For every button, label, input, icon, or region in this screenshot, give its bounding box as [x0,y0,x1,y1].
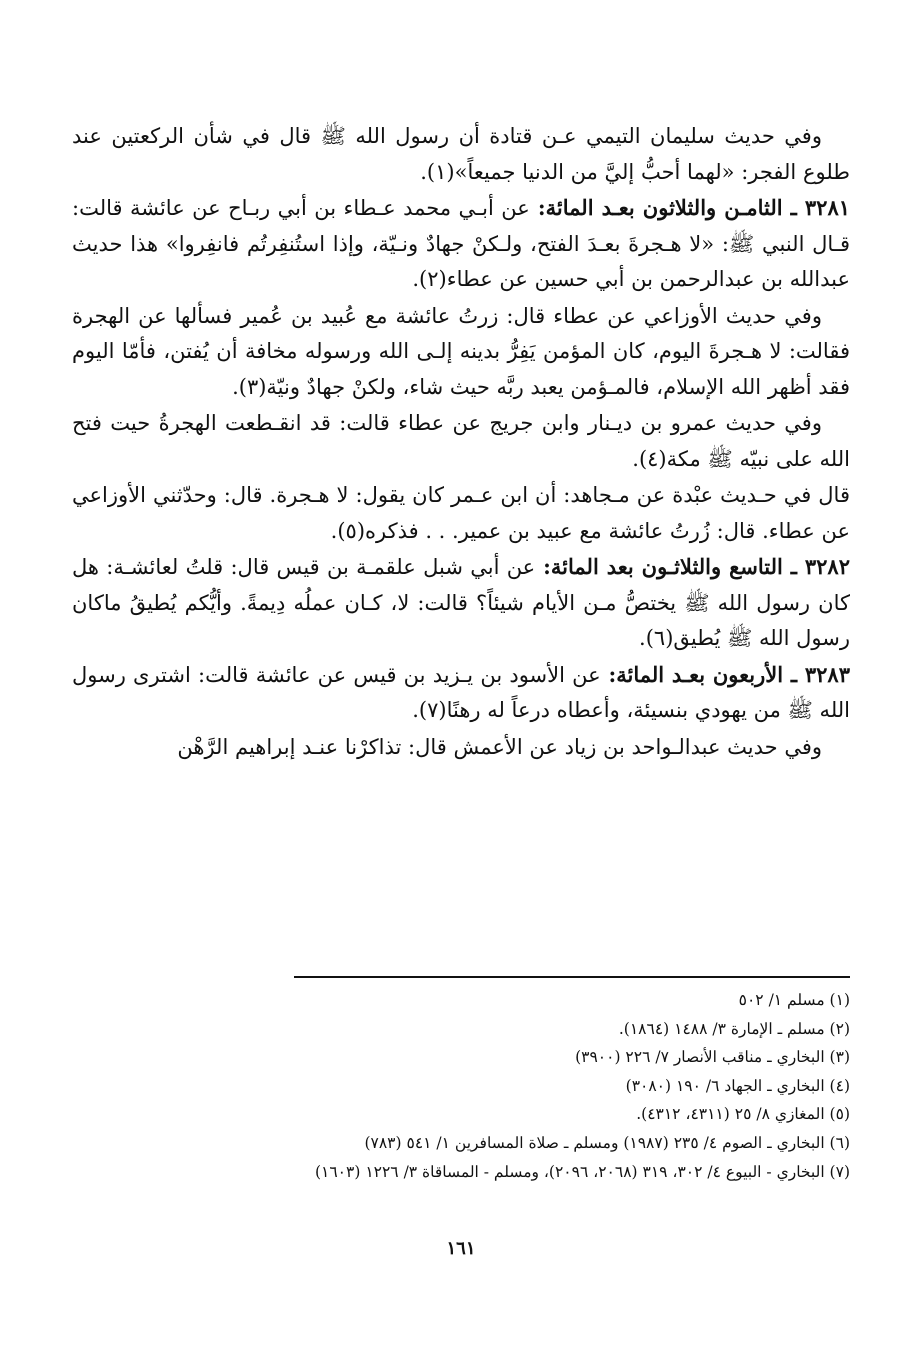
page-number: ١٦١ [446,1238,476,1259]
paragraph [72,657,850,729]
book-page [72,118,850,1318]
paragraph [72,549,850,657]
paragraph [72,190,850,298]
paragraph-text: وفي حديث الأوزاعي عن عطاء قال: زرتُ عائشة مع عُبيد بن عُمير فسألها عن الهجرة فقالت: لا هـجرةَ اليوم، كان المؤمن يَفِرُّ بدينه إلـى الله ورسوله مخافة أن يُفتن، فأمّا اليوم فقد أظهر الله الإسلام، فالمـؤمن يعبد ربَّه حيث شاء، ولكنْ جهادٌ ونيّة(٣). [72,303,850,399]
footnote: (١) مسلم ١/ ٥٠٢ [738,991,850,1009]
footnote: (٥) المغازي ٨/ ٢٥ (٤٣١١، ٤٣١٢). [636,1105,850,1124]
hadith-heading: ٣٢٨١ ـ الثامـن والثلاثون بعـد المائة: [529,195,851,220]
footnote: (٣) البخاري ـ مناقب الأنصار ٧/ ٢٢٦ (٣٩٠٠) [575,1048,850,1067]
footnote: (٤) البخاري ـ الجهاد ٦/ ١٩٠ (٣٠٨٠) [625,1076,850,1095]
footnotes [210,986,850,1186]
hadith-heading: ٣٢٨٢ ـ التاسع والثلاثـون بعد المائة: [535,554,850,579]
paragraph [72,477,850,549]
footnote: (٧) البخاري - البيوع ٤/ ٣٠٢، ٣١٩ (٢٠٦٨، ٢٠٩٦)، ومسلم - المساقاة ٣/ ١٢٢٦ (١٦٠٣) [314,1162,850,1181]
paragraph-text: قال في حـديث عبْدة عن مـجاهد: أن ابن عـمر كان يقول: لا هـجرة. قال: وحدّثني الأوزاعي عن عطاء. قال: زُرتُ عائشة مع عبيد بن عمير. . . فذكره(٥). [72,483,850,543]
paragraph-text: عن أبـي محمد عـطاء بن أبي ربـاح عن عائشة قالت: قـال النبي ﷺ: «لا هـجرةَ بعـدَ الفتح، ولـكنْ جهادٌ ونـيّة، وإذا استُنفِرتُم فانفِروا» هذا حديث عبدالله بن عبدالرحمن بن أبي حسين عن عطاء(٢). [72,196,850,291]
paragraph-text: وفي حديث سليمان التيمي عـن قتادة أن رسول الله ﷺ قال في شأن الركعتين عند طلوع الفجر: «لهما أحبُّ إليَّ من الدنيا جميعاً»(١). [72,124,850,184]
paragraph [72,729,850,766]
paragraph-text: عن أبي شبل علقمـة بن قيس قال: قلتُ لعائشـة: هل كان رسول الله ﷺ يختصُّ مـن الأيام شيئاً؟ قالت: لا، كـان عملُه دِيمةً. وأيُّكم يُطيقُ ماكان رسول الله ﷺ يُطيق(٦). [72,555,850,650]
paragraph-text: وفي حديث عبدالـواحد بن زياد عن الأعمش قال: تذاكرْنا عنـد إبراهيم الرَّهْن [177,734,822,759]
footnote: (٢) مسلم ـ الإمارة ٣/ ١٤٨٨ (١٨٦٤). [618,1019,850,1038]
paragraph [72,298,850,406]
footnote-divider [294,976,850,978]
paragraph-text: وفي حديث عمرو بن ديـنار وابن جريج عن عطاء قالت: قد انقـطعت الهجرةُ حيت فتح الله على نبيّه ﷺ مكة(٤). [72,411,850,471]
main-text [72,118,850,765]
paragraph [72,118,850,190]
footnote: (٦) البخاري ـ الصوم ٤/ ٢٣٥ (١٩٨٧) ومسلم ـ صلاة المسافرين ١/ ٥٤١ (٧٨٣) [364,1133,850,1152]
paragraph-text: عن الأسود بن يـزيد بن قيس عن عائشة قالت: اشترى رسول الله ﷺ من يهودي بنسيئة، وأعطاه درعاً له رهنًا(٧). [72,662,850,722]
hadith-heading: ٣٢٨٣ ـ الأربعون بعـد المائة: [600,661,850,687]
paragraph [72,405,850,477]
